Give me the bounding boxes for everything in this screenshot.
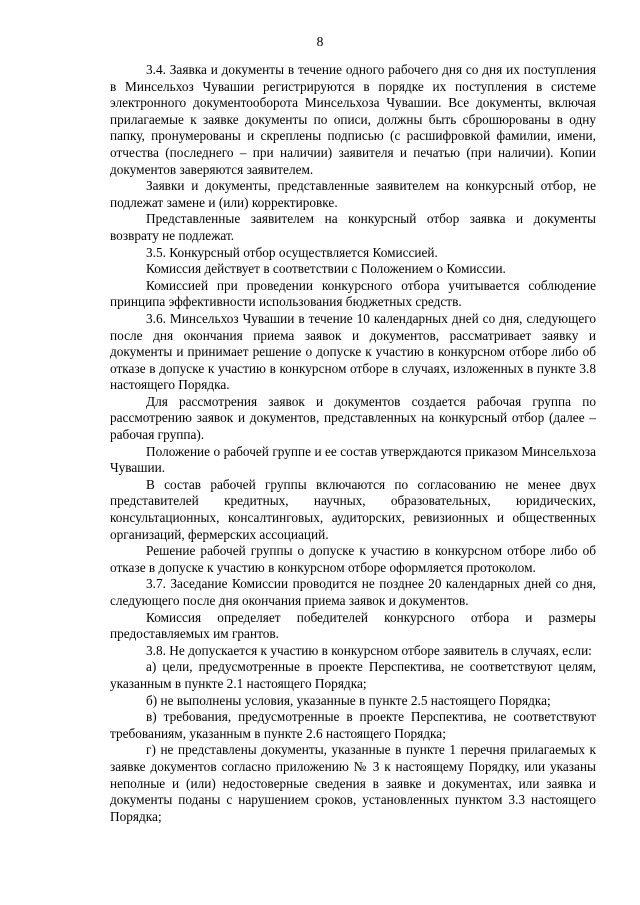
- paragraph-working-group-members: В состав рабочей группы включаются по согласованию не менее двух представителей кредитных, научных, образовательных, юридических, консультационных, консалтинговых, аудиторских, ревизионных и общественных организаций, фермерских ассоциаций.: [110, 476, 596, 542]
- paragraph-item-g: г) не представлены документы, указанные в пункте 1 перечня прилагаемых к заявке документов согласно приложению № 3 к настоящему Порядку, или указаны неполные и (или) недостоверные сведения в заявке и документах, или заявка и документы поданы с нарушением сроков, установленных пунктом 3.3 настоящего Порядка;: [110, 742, 596, 824]
- paragraph-3-7: 3.7. Заседание Комиссии проводится не позднее 20 календарных дней со дня, следующего после дня окончания приема заявок и документов.: [110, 576, 596, 608]
- paragraph-item-a: а) цели, предусмотренные в проекте Перспектива, не соответствуют целям, указанным в пункте 2.1 настоящего Порядка;: [110, 659, 596, 691]
- paragraph-3-4: 3.4. Заявка и документы в течение одного рабочего дня со дня их поступления в Минсельхоз Чувашии регистрируются в порядке их поступления в системе электронного документооборота Минсельхоза Чувашии. Все документы, включая прилагаемые к заявке документы по описи, должны быть сброшюрованы в одну папку, пронумерованы и скреплены подписью (с расшифровкой фамилии, имени, отчества (последнего – при наличии) заявителя и печатью (при наличии). Копии документов заверяются заявителем.: [110, 62, 596, 177]
- paragraph-item-v: в) требования, предусмотренные в проекте Перспектива, не соответствуют требованиям, указанным в пункте 2.6 настоящего Порядка;: [110, 709, 596, 741]
- paragraph-commission-regulation: Комиссия действует в соответствии с Положением о Комиссии.: [146, 261, 506, 277]
- paragraph-working-group-regulation: Положение о рабочей группе и ее состав утверждаются приказом Минсельхоза Чувашии.: [110, 443, 596, 476]
- paragraph-winners: Комиссия определяет победителей конкурсного отбора и размеры предоставляемых им грантов.: [110, 609, 596, 642]
- document-body: [110, 62, 596, 825]
- paragraph-efficiency-principle: Комиссией при проведении конкурсного отбора учитывается соблюдение принципа эффективности использования бюджетных средств.: [110, 277, 596, 310]
- paragraph-no-return: Представленные заявителем на конкурсный отбор заявка и документы возврату не подлежат.: [110, 211, 596, 243]
- paragraph-working-group-decision: Решение рабочей группы о допуске к участию в конкурсном отборе либо об отказе в допуске к участию в конкурсном отборе оформляется протоколом.: [110, 543, 596, 575]
- paragraph-no-replacement: Заявки и документы, представленные заявителем на конкурсный отбор, не подлежат замене и (или) корректировке.: [110, 178, 596, 210]
- paragraph-item-b: б) не выполнены условия, указанные в пункте 2.5 настоящего Порядка;: [146, 692, 551, 708]
- paragraph-working-group: Для рассмотрения заявок и документов создается рабочая группа по рассмотрению заявок и документов, представленных на конкурсный отбор (далее – рабочая группа).: [110, 393, 596, 443]
- paragraph-3-5: 3.5. Конкурсный отбор осуществляется Комиссией.: [146, 244, 438, 260]
- page-number: 8: [316, 34, 324, 49]
- paragraph-3-8: 3.8. Не допускается к участию в конкурсном отборе заявитель в случаях, если:: [146, 642, 592, 658]
- paragraph-3-6: 3.6. Минсельхоз Чувашии в течение 10 календарных дней со дня, следующего после дня окончания приема заявок и документов, рассматривает заявку и документы и принимает решение о допуске к участию в конкурсном отборе либо об отказе в допуске к участию в конкурсном отборе в случаях, изложенных в пункте 3.8 настоящего Порядка.: [110, 310, 596, 393]
